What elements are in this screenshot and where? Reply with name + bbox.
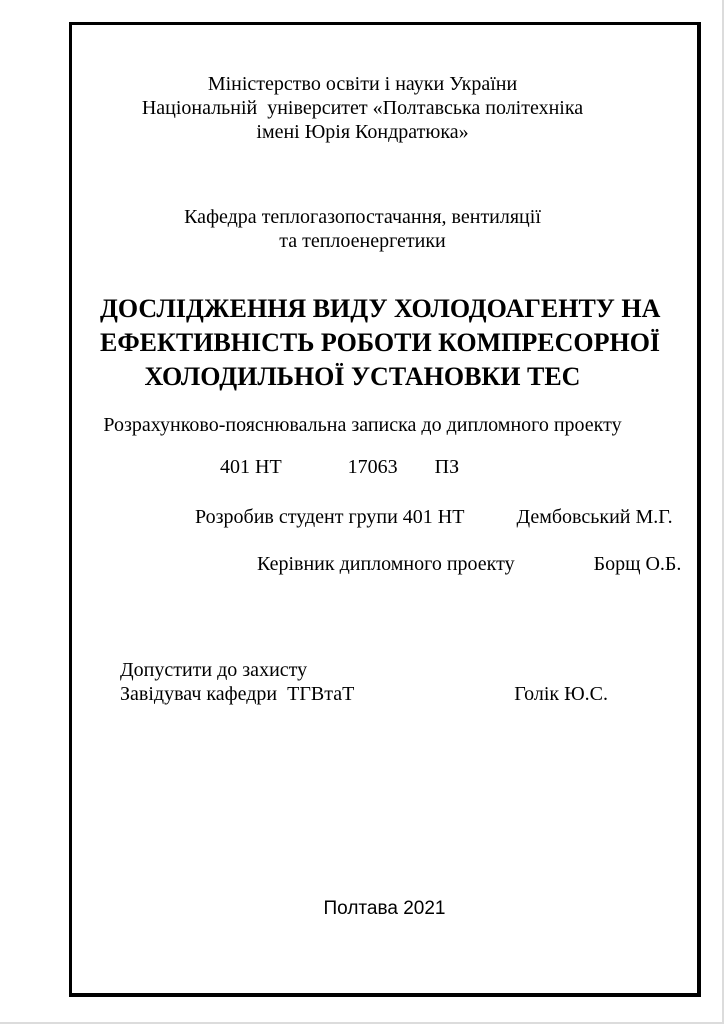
department-line-2: та теплоенергетики <box>279 230 446 252</box>
approver-name: Голік Ю.С. <box>514 683 608 705</box>
head-of-department-label: Завідувач кафедри ТГВтаТ <box>120 683 355 705</box>
city-year-text: Полтава 2021 <box>323 898 446 919</box>
page-border-frame <box>69 22 701 997</box>
document-code-row <box>220 455 459 479</box>
project-title-line-1: ДОСЛІДЖЕННЯ ВИДУ ХОЛОДОАГЕНТУ НА <box>100 294 661 323</box>
city-year-footer <box>72 897 697 920</box>
admission-line-1: Допустити до захисту <box>120 659 308 681</box>
ministry-line: Міністерство освіти і науки України <box>207 73 518 95</box>
department-line-1: Кафедра теплогазопостачання, вентиляції <box>184 206 541 228</box>
admission-line-2 <box>120 682 608 706</box>
admission-block <box>120 658 608 706</box>
subtitle-line: Розрахунково-пояснювальна записка до дипломного проекту <box>103 414 622 436</box>
subtitle-block <box>100 413 625 437</box>
project-title-line-2: ЕФЕКТИВНІСТЬ РОБОТИ КОМПРЕСОРНОЇ <box>100 328 661 357</box>
developer-row <box>195 505 673 529</box>
project-title <box>100 292 661 394</box>
university-name-line-1: Національній університет «Полтавська політехніка <box>141 97 584 119</box>
document-type-code: ПЗ <box>434 456 460 478</box>
developer-label: Розробив студент групи 401 НТ <box>195 506 465 528</box>
group-code: 401 НТ <box>220 456 282 478</box>
project-title-line-3: ХОЛОДИЛЬНОЇ УСТАНОВКИ ТЕС <box>144 362 581 391</box>
developer-name: Дембовський М.Г. <box>516 506 673 528</box>
project-number: 17063 <box>347 456 398 478</box>
supervisor-label: Керівник дипломного проекту <box>257 553 515 575</box>
department-block <box>120 205 605 253</box>
supervisor-row <box>257 552 681 576</box>
university-name-line-2: імені Юрія Кондратюка» <box>256 121 469 143</box>
ministry-header-block <box>120 72 605 144</box>
supervisor-name: Борщ О.Б. <box>593 553 682 575</box>
